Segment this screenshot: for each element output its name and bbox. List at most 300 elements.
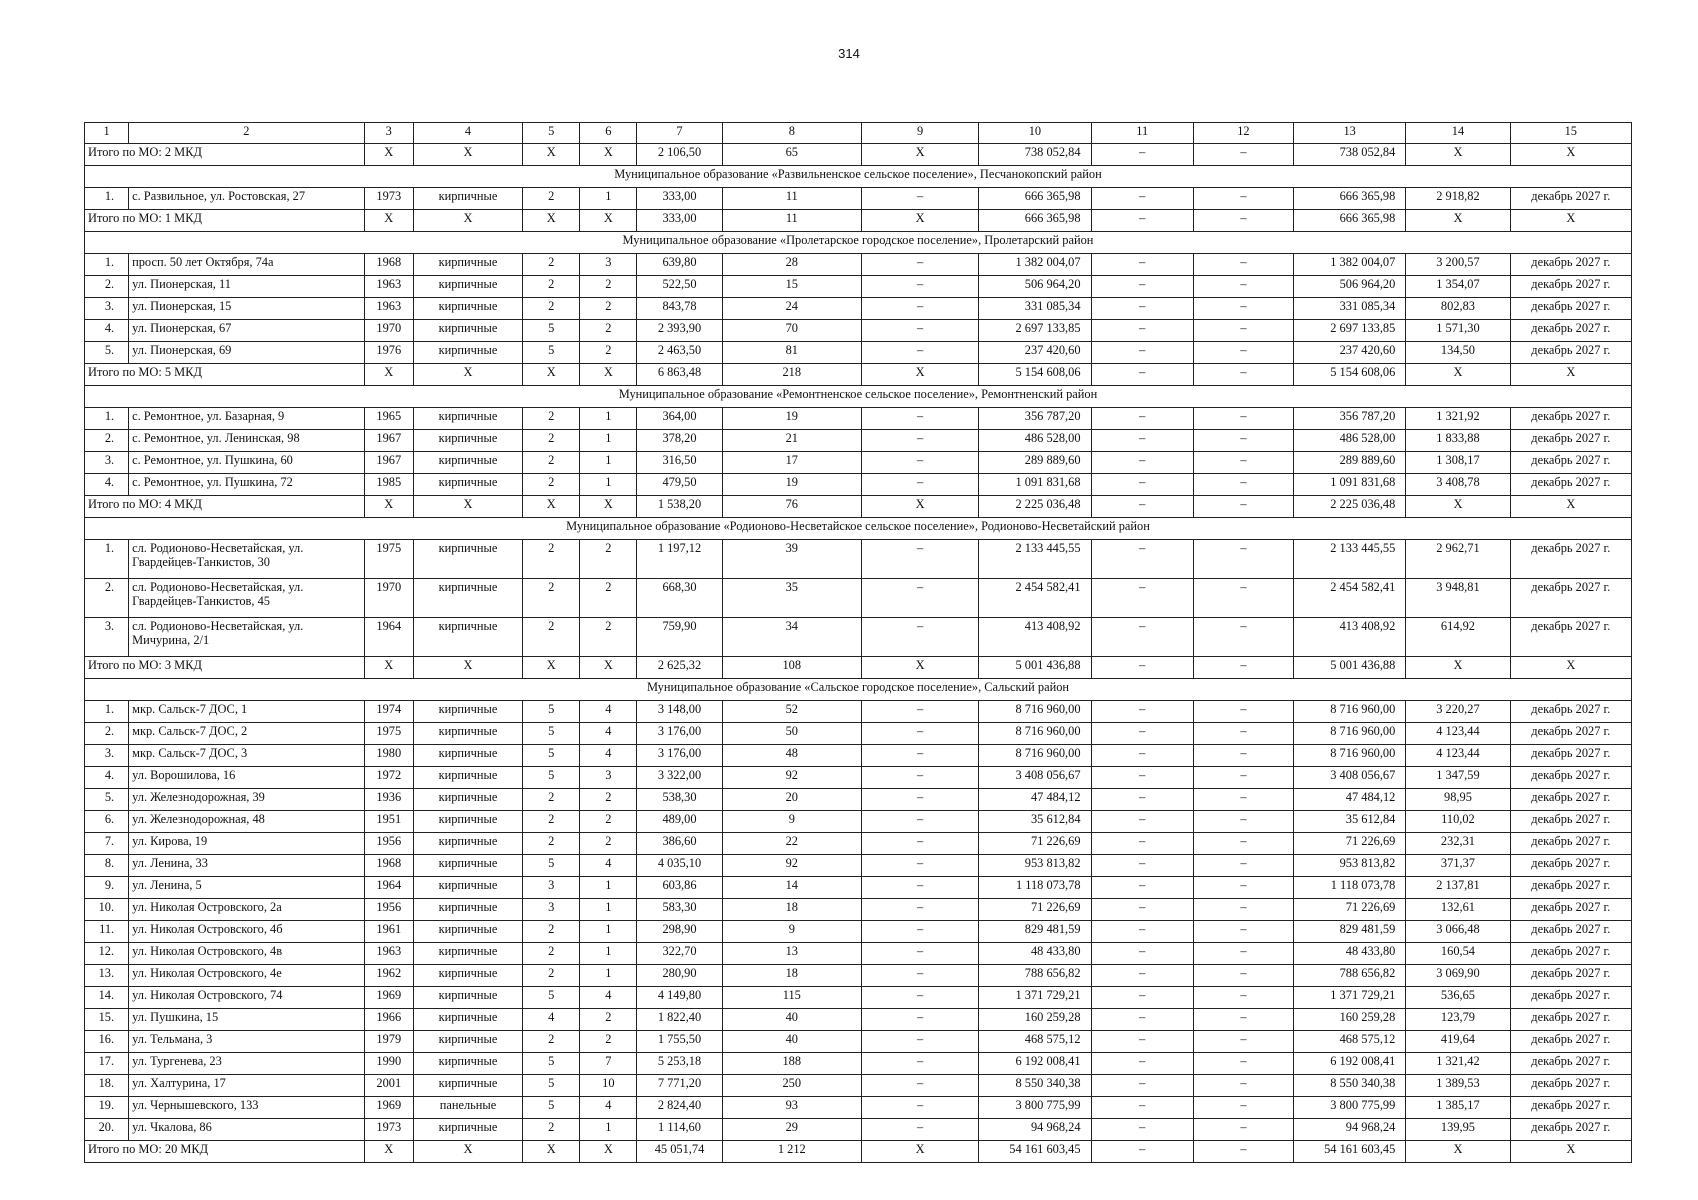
table-cell: кирпичные [413, 1053, 522, 1075]
table-cell: 289 889,60 [1294, 452, 1406, 474]
table-cell: 468 575,12 [979, 1031, 1091, 1053]
table-cell: декабрь 2027 г. [1510, 1075, 1631, 1097]
table-cell: 1 [580, 877, 637, 899]
municipality-title: Муниципальное образование «Пролетарское городское поселение», Пролетарский район [85, 232, 1632, 254]
subtotal-cell: – [1193, 144, 1293, 166]
table-cell: декабрь 2027 г. [1510, 254, 1631, 276]
table-cell: 15 [722, 276, 861, 298]
table-cell: 92 [722, 767, 861, 789]
table-cell: – [1091, 943, 1193, 965]
table-cell: – [1091, 965, 1193, 987]
table-cell: – [861, 1097, 978, 1119]
table-cell: – [1193, 833, 1293, 855]
address-cell: ул. Тельмана, 3 [129, 1031, 365, 1053]
address-cell: ул. Железнодорожная, 39 [129, 789, 365, 811]
table-cell: декабрь 2027 г. [1510, 298, 1631, 320]
table-cell: 8 550 340,38 [1294, 1075, 1406, 1097]
subtotal-cell: X [861, 364, 978, 386]
table-cell: 371,37 [1406, 855, 1510, 877]
address-cell: ул. Тургенева, 23 [129, 1053, 365, 1075]
table-cell: 2. [85, 723, 129, 745]
address-cell: ул. Николая Островского, 2а [129, 899, 365, 921]
table-cell: 536,65 [1406, 987, 1510, 1009]
table-cell: 18 [722, 965, 861, 987]
table-cell: 2 [523, 254, 580, 276]
table-cell: 35 [722, 579, 861, 618]
subtotal-cell: X [523, 657, 580, 679]
table-cell: – [861, 877, 978, 899]
table-cell: 1 114,60 [637, 1119, 722, 1141]
table-cell: 3 322,00 [637, 767, 722, 789]
table-cell: – [861, 1075, 978, 1097]
table-cell: – [1193, 188, 1293, 210]
table-cell: 8 716 960,00 [1294, 745, 1406, 767]
table-cell: 2 [580, 298, 637, 320]
table-cell: 2 [523, 452, 580, 474]
subtotal-cell: X [580, 210, 637, 232]
table-cell: кирпичные [413, 579, 522, 618]
table-cell: 47 484,12 [1294, 789, 1406, 811]
subtotal-cell: X [413, 144, 522, 166]
subtotal-cell: X [1510, 210, 1631, 232]
table-cell: 4 [580, 723, 637, 745]
table-cell: 1951 [364, 811, 413, 833]
table-cell: 2 [580, 342, 637, 364]
table-cell: 4 [580, 987, 637, 1009]
subtotal-cell: X [1510, 657, 1631, 679]
table-cell: – [861, 701, 978, 723]
table-cell: – [1091, 342, 1193, 364]
table-cell: 17. [85, 1053, 129, 1075]
table-cell: 98,95 [1406, 789, 1510, 811]
table-cell: 2 [523, 965, 580, 987]
subtotal-cell: 5 001 436,88 [1294, 657, 1406, 679]
table-cell: 1 [580, 921, 637, 943]
table-cell: 123,79 [1406, 1009, 1510, 1031]
table-cell: декабрь 2027 г. [1510, 1053, 1631, 1075]
header-cell: 9 [861, 123, 978, 144]
subtotal-cell: 6 863,48 [637, 364, 722, 386]
table-cell: 1990 [364, 1053, 413, 1075]
table-cell: 1967 [364, 430, 413, 452]
subtotal-row [85, 657, 1632, 679]
table-cell: декабрь 2027 г. [1510, 855, 1631, 877]
table-cell: 237 420,60 [979, 342, 1091, 364]
subtotal-cell: 218 [722, 364, 861, 386]
table-cell: 1 [580, 430, 637, 452]
table-cell: 331 085,34 [979, 298, 1091, 320]
table-cell: декабрь 2027 г. [1510, 618, 1631, 657]
table-cell: 11. [85, 921, 129, 943]
subtotal-label: Итого по МО: 20 МКД [85, 1141, 365, 1163]
table-cell: 1964 [364, 877, 413, 899]
header-cell: 5 [523, 123, 580, 144]
header-cell: 8 [722, 123, 861, 144]
table-cell: 18 [722, 899, 861, 921]
table-cell: 1 308,17 [1406, 452, 1510, 474]
table-cell: 3 [580, 254, 637, 276]
table-cell: декабрь 2027 г. [1510, 408, 1631, 430]
table-cell: 2 [523, 188, 580, 210]
table-cell: 93 [722, 1097, 861, 1119]
subtotal-cell: X [861, 1141, 978, 1163]
subtotal-cell: 2 225 036,48 [1294, 496, 1406, 518]
table-cell: 2. [85, 276, 129, 298]
subtotal-cell: 76 [722, 496, 861, 518]
table-cell: 5 [523, 1053, 580, 1075]
table-row [85, 789, 1632, 811]
address-cell: ул. Ленина, 5 [129, 877, 365, 899]
subtotal-cell: X [1406, 210, 1510, 232]
subtotal-cell: – [1193, 210, 1293, 232]
page-number: 314 [838, 46, 860, 61]
table-cell: – [1193, 745, 1293, 767]
table-cell: 468 575,12 [1294, 1031, 1406, 1053]
table-cell: 2 [580, 789, 637, 811]
header-cell: 7 [637, 123, 722, 144]
table-cell: 2. [85, 430, 129, 452]
table-cell: 16. [85, 1031, 129, 1053]
subtotal-cell: 45 051,74 [637, 1141, 722, 1163]
table-cell: – [1193, 701, 1293, 723]
address-cell: с. Ремонтное, ул. Пушкина, 60 [129, 452, 365, 474]
table-cell: – [861, 855, 978, 877]
table-cell: 9 [722, 921, 861, 943]
address-cell: с. Развильное, ул. Ростовская, 27 [129, 188, 365, 210]
address-cell: ул. Пушкина, 15 [129, 1009, 365, 1031]
table-cell: 3 200,57 [1406, 254, 1510, 276]
subtotal-cell: X [1406, 1141, 1510, 1163]
table-cell: 1969 [364, 1097, 413, 1119]
table-cell: 2 [523, 408, 580, 430]
table-cell: 115 [722, 987, 861, 1009]
table-cell: 1968 [364, 855, 413, 877]
address-cell: ул. Кирова, 19 [129, 833, 365, 855]
table-cell: 24 [722, 298, 861, 320]
table-cell: кирпичные [413, 1119, 522, 1141]
table-cell: – [1091, 408, 1193, 430]
subtotal-cell: X [413, 657, 522, 679]
table-cell: кирпичные [413, 342, 522, 364]
table-row [85, 1009, 1632, 1031]
subtotal-cell: X [580, 144, 637, 166]
header-cell: 6 [580, 123, 637, 144]
table-cell: 489,00 [637, 811, 722, 833]
table-cell: 160 259,28 [979, 1009, 1091, 1031]
table-cell: 39 [722, 540, 861, 579]
table-cell: 413 408,92 [979, 618, 1091, 657]
table-cell: – [1193, 474, 1293, 496]
table-cell: 1967 [364, 452, 413, 474]
table-cell: 1 571,30 [1406, 320, 1510, 342]
table-cell: кирпичные [413, 474, 522, 496]
subtotal-cell: X [861, 496, 978, 518]
table-cell: – [1091, 540, 1193, 579]
table-cell: кирпичные [413, 811, 522, 833]
table-cell: – [1193, 408, 1293, 430]
table-cell: 2 [580, 1031, 637, 1053]
subtotal-cell: X [364, 657, 413, 679]
table-cell: 19. [85, 1097, 129, 1119]
table-cell: 1956 [364, 833, 413, 855]
table-row [85, 855, 1632, 877]
table-cell: 5 [523, 1075, 580, 1097]
table-cell: 1 389,53 [1406, 1075, 1510, 1097]
table-cell: 1 321,42 [1406, 1053, 1510, 1075]
table-cell: 1 833,88 [1406, 430, 1510, 452]
table-cell: 289 889,60 [979, 452, 1091, 474]
table-cell: 1. [85, 408, 129, 430]
table-cell: 5. [85, 789, 129, 811]
table-cell: кирпичные [413, 452, 522, 474]
table-cell: – [1091, 1119, 1193, 1141]
table-cell: – [1193, 921, 1293, 943]
table-row [85, 1097, 1632, 1119]
table-cell: – [1193, 789, 1293, 811]
table-cell: 2 697 133,85 [979, 320, 1091, 342]
header-cell: 11 [1091, 123, 1193, 144]
table-cell: 6. [85, 811, 129, 833]
table-cell: 15. [85, 1009, 129, 1031]
table-cell: 1 197,12 [637, 540, 722, 579]
table-cell: 132,61 [1406, 899, 1510, 921]
table-cell: декабрь 2027 г. [1510, 789, 1631, 811]
subtotal-cell: X [1510, 496, 1631, 518]
table-cell: – [1091, 701, 1193, 723]
table-row [85, 276, 1632, 298]
table-cell: 413 408,92 [1294, 618, 1406, 657]
table-cell: – [1091, 1053, 1193, 1075]
table-cell: 8 550 340,38 [979, 1075, 1091, 1097]
table-cell: 8 716 960,00 [979, 745, 1091, 767]
table-cell: 2 [580, 1009, 637, 1031]
municipality-header-row [85, 518, 1632, 540]
table-cell: декабрь 2027 г. [1510, 1009, 1631, 1031]
table-cell: кирпичные [413, 540, 522, 579]
table-cell: 3 176,00 [637, 745, 722, 767]
table-cell: – [1091, 1097, 1193, 1119]
address-cell: ул. Николая Островского, 4е [129, 965, 365, 987]
table-cell: 298,90 [637, 921, 722, 943]
table-cell: 10. [85, 899, 129, 921]
subtotal-label: Итого по МО: 4 МКД [85, 496, 365, 518]
table-cell: – [1193, 1097, 1293, 1119]
table-cell: – [1091, 618, 1193, 657]
table-cell: 10 [580, 1075, 637, 1097]
subtotal-row [85, 1141, 1632, 1163]
table-cell: – [1193, 965, 1293, 987]
table-cell: – [1193, 1119, 1293, 1141]
subtotal-cell: X [861, 657, 978, 679]
subtotal-cell: – [1091, 210, 1193, 232]
table-cell: – [861, 276, 978, 298]
table-cell: 1980 [364, 745, 413, 767]
table-cell: 2 [523, 921, 580, 943]
subtotal-cell: 738 052,84 [1294, 144, 1406, 166]
table-cell: – [861, 540, 978, 579]
table-cell: 666 365,98 [1294, 188, 1406, 210]
table-cell: 5 [523, 767, 580, 789]
subtotal-label: Итого по МО: 3 МКД [85, 657, 365, 679]
table-cell: – [1193, 540, 1293, 579]
subtotal-cell: 2 625,32 [637, 657, 722, 679]
table-row [85, 987, 1632, 1009]
subtotal-cell: 5 001 436,88 [979, 657, 1091, 679]
table-cell: 48 433,80 [1294, 943, 1406, 965]
table-cell: 316,50 [637, 452, 722, 474]
subtotal-label: Итого по МО: 2 МКД [85, 144, 365, 166]
subtotal-cell: X [861, 144, 978, 166]
table-cell: 2 454 582,41 [1294, 579, 1406, 618]
table-cell: кирпичные [413, 298, 522, 320]
address-cell: ул. Чкалова, 86 [129, 1119, 365, 1141]
table-cell: – [861, 342, 978, 364]
table-row [85, 811, 1632, 833]
table-cell: – [861, 789, 978, 811]
table-cell: 21 [722, 430, 861, 452]
table-cell: 2 463,50 [637, 342, 722, 364]
table-cell: – [861, 811, 978, 833]
table-cell: 19 [722, 408, 861, 430]
address-cell: ул. Ворошилова, 16 [129, 767, 365, 789]
table-cell: – [1091, 1009, 1193, 1031]
table-cell: 71 226,69 [979, 899, 1091, 921]
table-row [85, 618, 1632, 657]
table-cell: декабрь 2027 г. [1510, 965, 1631, 987]
table-cell: 47 484,12 [979, 789, 1091, 811]
subtotal-cell: X [413, 1141, 522, 1163]
subtotal-cell: X [523, 364, 580, 386]
table-cell: 48 [722, 745, 861, 767]
table-cell: – [1091, 276, 1193, 298]
table-cell: 3 [523, 877, 580, 899]
table-cell: 2 133 445,55 [1294, 540, 1406, 579]
table-cell: 3 176,00 [637, 723, 722, 745]
table-row [85, 1075, 1632, 1097]
table-cell: – [1091, 789, 1193, 811]
table-cell: – [1091, 877, 1193, 899]
address-cell: мкр. Сальск-7 ДОС, 3 [129, 745, 365, 767]
table-cell: – [1193, 1053, 1293, 1075]
table-cell: 2 133 445,55 [979, 540, 1091, 579]
header-cell: 4 [413, 123, 522, 144]
table-cell: 2 824,40 [637, 1097, 722, 1119]
table-cell: декабрь 2027 г. [1510, 342, 1631, 364]
table-cell: кирпичные [413, 430, 522, 452]
register-body [85, 144, 1632, 1163]
table-cell: – [861, 430, 978, 452]
subtotal-cell: X [413, 210, 522, 232]
subtotal-cell: 666 365,98 [1294, 210, 1406, 232]
table-cell: 1963 [364, 276, 413, 298]
table-row [85, 298, 1632, 320]
table-cell: 2 [523, 430, 580, 452]
table-cell: 538,30 [637, 789, 722, 811]
table-cell: 614,92 [1406, 618, 1510, 657]
table-cell: декабрь 2027 г. [1510, 943, 1631, 965]
table-cell: 1 382 004,07 [979, 254, 1091, 276]
table-cell: 1 [580, 899, 637, 921]
table-cell: декабрь 2027 г. [1510, 723, 1631, 745]
table-cell: – [1193, 943, 1293, 965]
table-cell: 4 [580, 855, 637, 877]
table-cell: 3. [85, 452, 129, 474]
table-cell: 386,60 [637, 833, 722, 855]
table-cell: 3 220,27 [1406, 701, 1510, 723]
subtotal-row [85, 210, 1632, 232]
table-cell: 134,50 [1406, 342, 1510, 364]
table-cell: декабрь 2027 г. [1510, 987, 1631, 1009]
table-cell: 1 118 073,78 [979, 877, 1091, 899]
subtotal-cell: X [364, 1141, 413, 1163]
table-cell: декабрь 2027 г. [1510, 474, 1631, 496]
table-cell: кирпичные [413, 833, 522, 855]
table-cell: 4 [523, 1009, 580, 1031]
table-cell: 35 612,84 [979, 811, 1091, 833]
address-cell: с. Ремонтное, ул. Пушкина, 72 [129, 474, 365, 496]
subtotal-cell: X [580, 364, 637, 386]
table-cell: 1979 [364, 1031, 413, 1053]
table-cell: 11 [722, 188, 861, 210]
subtotal-cell: X [523, 1141, 580, 1163]
table-cell: – [1193, 767, 1293, 789]
header-cell: 14 [1406, 123, 1510, 144]
table-cell: – [1193, 254, 1293, 276]
table-cell: 1 347,59 [1406, 767, 1510, 789]
table-cell: 9 [722, 811, 861, 833]
table-cell: декабрь 2027 г. [1510, 1031, 1631, 1053]
table-cell: 356 787,20 [979, 408, 1091, 430]
table-cell: 2 393,90 [637, 320, 722, 342]
table-cell: 3 800 775,99 [979, 1097, 1091, 1119]
table-cell: 419,64 [1406, 1031, 1510, 1053]
table-cell: декабрь 2027 г. [1510, 833, 1631, 855]
subtotal-cell: 5 154 608,06 [979, 364, 1091, 386]
table-cell: – [861, 320, 978, 342]
table-cell: кирпичные [413, 254, 522, 276]
table-cell: 829 481,59 [979, 921, 1091, 943]
table-row [85, 579, 1632, 618]
subtotal-cell: X [861, 210, 978, 232]
table-cell: 280,90 [637, 965, 722, 987]
address-cell: ул. Пионерская, 11 [129, 276, 365, 298]
table-cell: – [1091, 452, 1193, 474]
table-cell: 9. [85, 877, 129, 899]
table-cell: – [1193, 1009, 1293, 1031]
subtotal-cell: – [1091, 1141, 1193, 1163]
table-cell: 3. [85, 618, 129, 657]
table-cell: – [861, 618, 978, 657]
table-cell: 3 948,81 [1406, 579, 1510, 618]
table-cell: декабрь 2027 г. [1510, 899, 1631, 921]
table-cell: 953 813,82 [1294, 855, 1406, 877]
table-cell: – [1091, 320, 1193, 342]
table-cell: 4. [85, 320, 129, 342]
table-cell: 20. [85, 1119, 129, 1141]
table-cell: – [1091, 987, 1193, 1009]
table-cell: 1970 [364, 320, 413, 342]
table-cell: кирпичные [413, 899, 522, 921]
table-cell: 5 [523, 987, 580, 1009]
table-cell: 364,00 [637, 408, 722, 430]
subtotal-cell: X [364, 364, 413, 386]
table-cell: 34 [722, 618, 861, 657]
table-cell: 322,70 [637, 943, 722, 965]
table-row [85, 899, 1632, 921]
table-cell: 2 [580, 540, 637, 579]
table-cell: 1961 [364, 921, 413, 943]
table-cell: – [861, 408, 978, 430]
